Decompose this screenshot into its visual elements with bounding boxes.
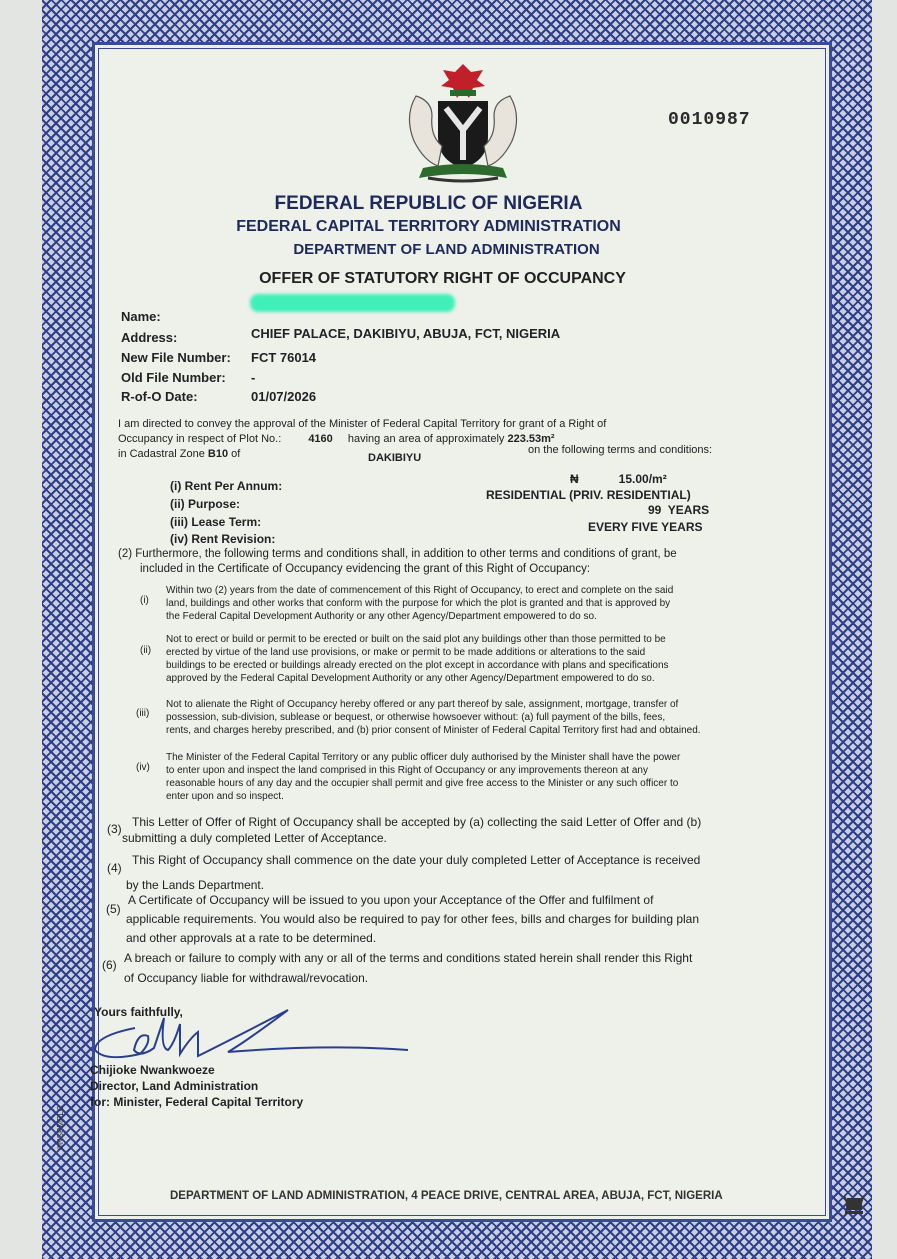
para6-line-2: of Occupancy liable for withdrawal/revocation.: [124, 971, 369, 985]
para4-num: (4): [107, 861, 122, 875]
condition-4-line-1: The Minister of the Federal Capital Territory or any public officer duly authorised by the Minister shall have the power: [166, 752, 681, 763]
para3-num: (3): [107, 822, 122, 836]
address-value: CHIEF PALACE, DAKIBIYU, ABUJA, FCT, NIGERIA: [251, 326, 561, 341]
old-file-label: Old File Number:: [121, 370, 226, 385]
para2-line-2: included in the Certificate of Occupancy evidencing the grant of this Right of Occupancy:: [140, 563, 591, 575]
plot-area: 223.53m²: [507, 433, 555, 445]
para5-line-3: and other approvals at a rate to be determined.: [126, 931, 377, 945]
intro-terms-label: on the following terms and conditions:: [528, 444, 713, 456]
para2-line-1: (2) Furthermore, the following terms and conditions shall, in addition to other terms and conditions of grant, be: [118, 548, 677, 560]
header-country: FEDERAL REPUBLIC OF NIGERIA: [274, 193, 583, 214]
condition-3-line-3: rents, and charges hereby prescribed, and (b) prior consent of Minister of Federal Capital Territory first had and obtained.: [166, 725, 701, 736]
condition-4-line-4: enter upon and so inspect.: [166, 791, 284, 802]
condition-2-line-3: buildings to be erected or buildings already erected on the plot except in accordance with plans and specifications: [166, 660, 669, 671]
condition-3-line-2: possession, sub-division, sublease or bequest, or otherwise howsoever without: (a) full payment of the bills, fees,: [166, 712, 666, 723]
new-file-label: New File Number:: [121, 350, 231, 365]
rofo-date-label: R-of-O Date:: [121, 389, 198, 404]
term-value-revision: EVERY FIVE YEARS: [588, 520, 703, 534]
rofo-date-value: 01/07/2026: [251, 389, 317, 404]
intro-line-3: [118, 444, 758, 464]
small-crest-icon: [842, 1190, 866, 1216]
coat-of-arms-icon: [388, 56, 538, 191]
para5-line-1: A Certificate of Occupancy will be issued to you upon your Acceptance of the Offer and fulfilment of: [128, 893, 654, 907]
term-value-lease: 99 YEARS: [648, 503, 710, 517]
condition-2-line-4: approved by the Federal Capital Development Authority or any other Agency/Department empowered to do so.: [166, 673, 655, 684]
term-value-purpose: RESIDENTIAL (PRIV. RESIDENTIAL): [486, 488, 691, 502]
condition-3-num: (iii): [136, 708, 150, 719]
intro-of: of: [231, 448, 241, 460]
signatory-for: for: Minister, Federal Capital Territory: [90, 1095, 304, 1109]
serial-number: 0010987: [668, 110, 751, 130]
plot-number: 4160: [308, 433, 333, 445]
term-value-rent: ₦ 15.00/m²: [570, 472, 667, 486]
header-administration: FEDERAL CAPITAL TERRITORY ADMINISTRATION: [236, 218, 621, 235]
old-file-value: -: [251, 370, 256, 385]
term-label-purpose: (ii) Purpose:: [170, 497, 241, 511]
name-label: Name:: [121, 309, 161, 324]
para5-num: (5): [106, 902, 121, 916]
cadastral-zone: B10: [207, 448, 229, 460]
name-redaction: [250, 294, 455, 312]
term-label-revision: (iv) Rent Revision:: [170, 532, 276, 546]
para3-line-1: This Letter of Offer of Right of Occupancy shall be accepted by (a) collecting the said Letter of Offer and (b): [132, 815, 702, 829]
closing: Yours faithfully,: [94, 1005, 183, 1019]
condition-2-line-2: erected by virtue of the land use provisions, or make or permit to be made additions or alterations to the said: [166, 647, 646, 658]
condition-3-line-1: Not to alienate the Right of Occupancy hereby offered or any part thereof by sale, assignment, mortgage, transfer of: [166, 699, 679, 710]
para4-line-2: by the Lands Department.: [126, 878, 265, 892]
para5-line-2: applicable requirements. You would also be required to pay for other fees, bills and charges for building plan: [126, 912, 700, 926]
para6-line-1: A breach or failure to comply with any or all of the terms and conditions stated herein shall render this Right: [124, 951, 693, 965]
condition-1-line-3: the Federal Capital Development Authority or any other Agency/Department empowered to do so.: [166, 611, 597, 622]
footer-address: DEPARTMENT OF LAND ADMINISTRATION, 4 PEACE DRIVE, CENTRAL AREA, ABUJA, FCT, NIGERIA: [170, 1190, 723, 1202]
condition-1-line-1: Within two (2) years from the date of commencement of this Right of Occupancy, to erect and complete on the said: [166, 585, 674, 596]
header-department: DEPARTMENT OF LAND ADMINISTRATION: [293, 241, 600, 258]
new-file-value: FCT 76014: [251, 350, 317, 365]
term-label-lease: (iii) Lease Term:: [170, 515, 262, 529]
document-title: OFFER OF STATUTORY RIGHT OF OCCUPANCY: [259, 270, 626, 287]
printer-mark: ©NSPMPLC: [56, 1105, 65, 1150]
condition-2-line-1: Not to erect or build or permit to be erected or built on the said plot any buildings other than those permitted to be: [166, 634, 666, 645]
address-label: Address:: [121, 330, 178, 345]
para3-line-2: submitting a duly completed Letter of Acceptance.: [122, 831, 387, 845]
condition-2-num: (ii): [140, 645, 152, 656]
intro-area-label: having an area of approximately: [347, 433, 505, 445]
term-label-rent: (i) Rent Per Annum:: [170, 479, 283, 493]
condition-4-num: (iv): [136, 762, 150, 773]
signature-icon: [85, 1008, 435, 1068]
signatory-title: Director, Land Administration: [90, 1079, 259, 1093]
para6-num: (6): [102, 958, 117, 972]
intro-zone-label: in Cadastral Zone: [118, 448, 205, 460]
condition-4-line-2: to enter upon and inspect the land comprised in this Right of Occupancy or any improvements thereon at any: [166, 765, 648, 776]
condition-1-num: (i): [140, 595, 149, 606]
district-name: DAKIBIYU: [368, 452, 422, 464]
para4-line-1: This Right of Occupancy shall commence on the date your duly completed Letter of Acceptance is received: [132, 853, 701, 867]
intro-line-1: I am directed to convey the approval of the Minister of Federal Capital Territory for grant of a Right of: [118, 418, 607, 430]
intro-line-2: [118, 433, 555, 447]
condition-4-line-3: reasonable hours of any day and the occupier shall permit and give free access to the Minister or any such officer to: [166, 778, 679, 789]
intro-plot-label: Occupancy in respect of Plot No.:: [118, 433, 282, 445]
signatory-name: Chijioke Nwankwoeze: [90, 1063, 215, 1077]
condition-1-line-2: land, buildings and other works that conform with the purpose for which the plot is granted and that is approved by: [166, 598, 671, 609]
